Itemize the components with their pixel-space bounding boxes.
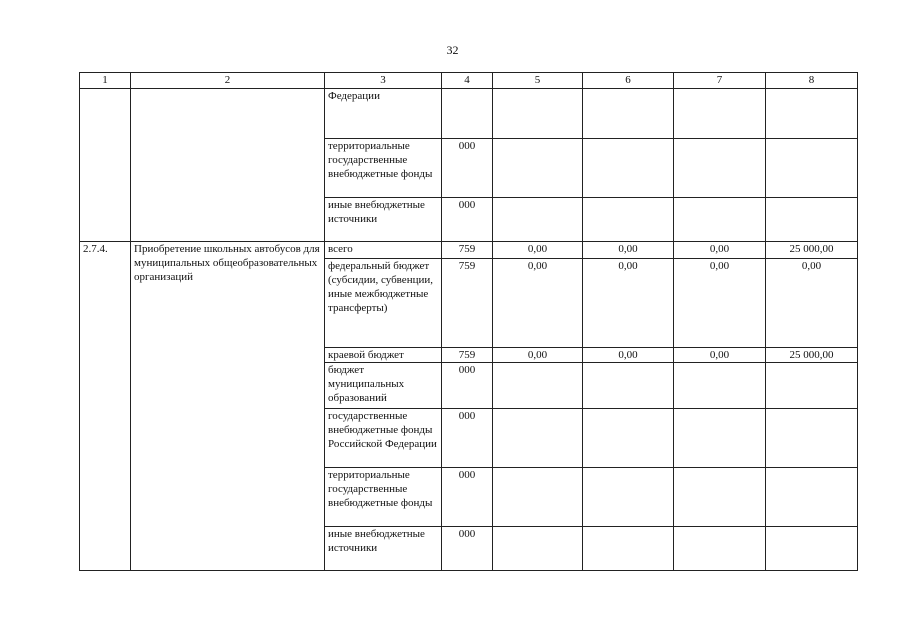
value-cell-7 bbox=[674, 363, 766, 409]
value-cell-6: 0,00 bbox=[583, 348, 674, 363]
source-cell: иные внебюджетные источники bbox=[325, 198, 442, 242]
header-col-3: 3 bbox=[325, 73, 442, 89]
code-cell: 000 bbox=[442, 139, 493, 198]
value-cell-7 bbox=[674, 139, 766, 198]
value-cell-6: 0,00 bbox=[583, 242, 674, 259]
source-cell: бюджет муниципальных образований bbox=[325, 363, 442, 409]
source-cell: Федерации bbox=[325, 89, 442, 139]
code-cell: 759 bbox=[442, 348, 493, 363]
value-cell-6 bbox=[583, 89, 674, 139]
value-cell-8 bbox=[766, 198, 858, 242]
header-row bbox=[80, 73, 858, 89]
item-number-cell bbox=[80, 89, 131, 242]
code-cell bbox=[442, 89, 493, 139]
value-cell-7 bbox=[674, 89, 766, 139]
code-cell: 000 bbox=[442, 363, 493, 409]
source-cell: территориальные государственные внебюджетные фонды bbox=[325, 139, 442, 198]
item-name: Приобретение школьных автобусов для муниципальных общеобразовательных организаций bbox=[134, 243, 320, 283]
value-cell-5: 0,00 bbox=[493, 242, 583, 259]
source-cell: территориальные государственные внебюджетные фонды bbox=[325, 468, 442, 527]
value-cell-5 bbox=[493, 363, 583, 409]
header-col-2: 2 bbox=[131, 73, 325, 89]
value-cell-8 bbox=[766, 468, 858, 527]
item-number-cell: 2.7.4. bbox=[80, 242, 131, 571]
value-cell-8: 25 000,00 bbox=[766, 348, 858, 363]
source-cell: федеральный бюджет (субсидии, субвенции, иные межбюджетные трансферты) bbox=[325, 259, 442, 348]
value-cell-6 bbox=[583, 363, 674, 409]
header-col-8: 8 bbox=[766, 73, 858, 89]
value-cell-6: 0,00 bbox=[583, 259, 674, 348]
code-cell: 759 bbox=[442, 259, 493, 348]
value-cell-7 bbox=[674, 468, 766, 527]
budget-table bbox=[79, 72, 858, 571]
page-number: 32 bbox=[446, 43, 459, 57]
value-cell-5 bbox=[493, 139, 583, 198]
value-cell-8 bbox=[766, 527, 858, 571]
value-cell-6 bbox=[583, 139, 674, 198]
source-cell: краевой бюджет bbox=[325, 348, 442, 363]
item-name-cell bbox=[131, 89, 325, 242]
value-cell-8 bbox=[766, 139, 858, 198]
value-cell-6 bbox=[583, 468, 674, 527]
code-cell: 000 bbox=[442, 198, 493, 242]
value-cell-8: 0,00 bbox=[766, 259, 858, 348]
header-col-6: 6 bbox=[583, 73, 674, 89]
value-cell-5: 0,00 bbox=[493, 348, 583, 363]
code-cell: 000 bbox=[442, 409, 493, 468]
value-cell-7: 0,00 bbox=[674, 242, 766, 259]
header-col-4: 4 bbox=[442, 73, 493, 89]
value-cell-8 bbox=[766, 409, 858, 468]
code-cell: 000 bbox=[442, 527, 493, 571]
header-col-5: 5 bbox=[493, 73, 583, 89]
value-cell-7: 0,00 bbox=[674, 348, 766, 363]
value-cell-7 bbox=[674, 527, 766, 571]
code-cell: 759 bbox=[442, 242, 493, 259]
value-cell-8: 25 000,00 bbox=[766, 242, 858, 259]
table-row bbox=[80, 89, 858, 139]
item-name-cell bbox=[131, 242, 325, 571]
source-cell: всего bbox=[325, 242, 442, 259]
value-cell-6 bbox=[583, 198, 674, 242]
value-cell-5 bbox=[493, 198, 583, 242]
value-cell-7 bbox=[674, 198, 766, 242]
header-col-1: 1 bbox=[80, 73, 131, 89]
value-cell-6 bbox=[583, 409, 674, 468]
code-cell: 000 bbox=[442, 468, 493, 527]
source-cell: иные внебюджетные источники bbox=[325, 527, 442, 571]
value-cell-5: 0,00 bbox=[493, 259, 583, 348]
value-cell-5 bbox=[493, 89, 583, 139]
value-cell-5 bbox=[493, 527, 583, 571]
header-col-7: 7 bbox=[674, 73, 766, 89]
source-cell: государственные внебюджетные фонды Российской Федерации bbox=[325, 409, 442, 468]
table-row bbox=[80, 242, 858, 259]
value-cell-8 bbox=[766, 363, 858, 409]
value-cell-8 bbox=[766, 89, 858, 139]
value-cell-5 bbox=[493, 409, 583, 468]
value-cell-7: 0,00 bbox=[674, 259, 766, 348]
value-cell-6 bbox=[583, 527, 674, 571]
value-cell-5 bbox=[493, 468, 583, 527]
value-cell-7 bbox=[674, 409, 766, 468]
